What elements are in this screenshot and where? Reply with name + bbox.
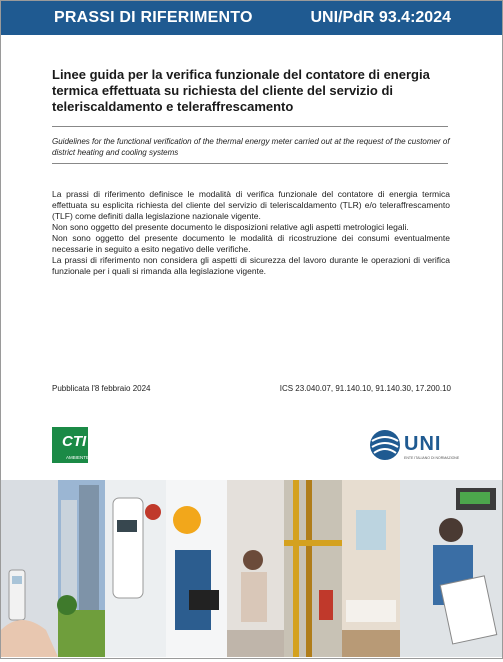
- divider-bottom: [52, 163, 448, 164]
- abstract-paragraph: Non sono oggetto del presente documento le disposizioni relative agli aspetti metrologici legali.: [52, 222, 409, 232]
- english-subtitle: Guidelines for the functional verification of the thermal energy meter carried out at the request of the customer of district heating and cooling systems: [52, 137, 450, 157]
- document-code: UNI/PdR 93.4:2024: [310, 9, 451, 26]
- photo-strip: [1, 480, 502, 657]
- photo-collage: [1, 480, 502, 657]
- abstract-paragraph: La prassi di riferimento definisce le modalità di verifica funzionale del contatore di energia termica effettuata su esplicita richiesta del cliente del servizio di teleriscaldamento (TLR) e/o teleraffrescamento (TLF) come definiti dalla legislazione nazionale vigente.: [52, 189, 450, 221]
- abstract: [52, 189, 450, 277]
- series-label: PRASSI DI RIFERIMENTO: [54, 9, 253, 26]
- uni-logo-text: UNI: [404, 433, 442, 455]
- cti-logo: [52, 427, 88, 463]
- cti-logo-text: CTI: [62, 433, 87, 450]
- abstract-paragraph: La prassi di riferimento non considera gli aspetti di sicurezza del lavoro durante le operazioni di verifica funzionale per i quali si rimanda alla legislazione vigente.: [52, 255, 450, 276]
- publication-date: Pubblicata l'8 febbraio 2024: [52, 384, 151, 393]
- divider-top: [52, 126, 448, 127]
- ics-codes: ICS 23.040.07, 91.140.10, 91.140.30, 17.200.10: [279, 384, 451, 393]
- cti-logo-subtext: AMBIENTE: [66, 455, 90, 460]
- abstract-paragraph: Non sono oggetto del presente documento le modalità di ricostruzione dei consumi eventualmente necessarie in seguito a esito negativo delle verifiche.: [52, 233, 450, 254]
- uni-logo-subtext: ENTE ITALIANO DI NORMAZIONE: [404, 456, 460, 460]
- document-title: Linee guida per la verifica funzionale del contatore di energia termica effettuata su richiesta del cliente del servizio di teleriscaldamento e teleraffrescamento: [52, 67, 430, 114]
- document-header-bar: [1, 1, 502, 35]
